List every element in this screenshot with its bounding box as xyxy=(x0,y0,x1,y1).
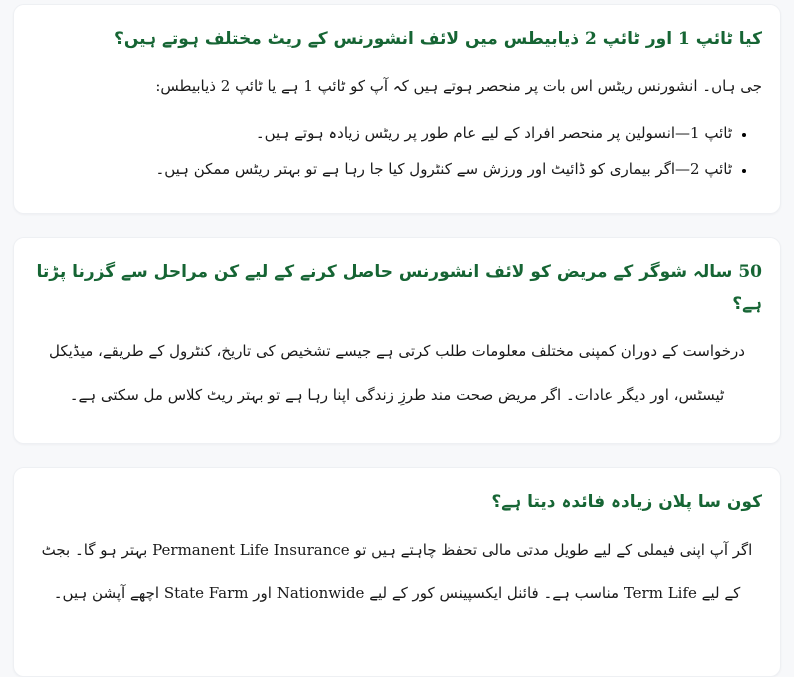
question-heading: 50 سالہ شوگر کے مریض کو لائف انشورنس حاصل کرنے کے لیے کن مراحل سے گزرنا پڑتا ہے؟ xyxy=(36,261,762,315)
bullet-list xyxy=(32,115,762,187)
question-heading: کون سا پلان زیادہ فائدہ دیتا ہے؟ xyxy=(491,492,762,513)
faq-card-application-steps xyxy=(13,237,781,445)
answer-body-text: اگر آپ اپنی فیملی کے لیے طویل مدتی مالی تحفظ چاہتے ہیں تو Permanent Life Insurance بہتر ہو گا۔ بجٹ کے لیے Term Life مناسب ہے۔ فائنل ایکسپینس کور کے لیے Nationwide اور State Farm اچھے آپشن ہیں۔ xyxy=(41,540,753,603)
answer-body-text: درخواست کے دوران کمپنی مختلف معلومات طلب کرتی ہے جیسے تشخیص کی تاریخ، کنٹرول کے طریقے، میڈیکل ٹیسٹس، اور دیگر عادات۔ اگر مریض صحت مند طرزِ زندگی اپنا رہا ہے تو بہتر ریٹ کلاس مل سکتی ہے۔ xyxy=(49,342,745,404)
faq-card-best-plan xyxy=(13,467,781,677)
bullet-item-type2: • ٹائپ 2—اگر بیماری کو ڈائیٹ اور ورزش سے کنٹرول کیا جا رہا ہے تو بہتر ریٹس ممکن ہیں۔ xyxy=(32,151,732,187)
bullet-item-type1: • ٹائپ 1—انسولین پر منحصر افراد کے لیے عام طور پر ریٹس زیادہ ہوتے ہیں۔ xyxy=(32,115,732,151)
question-heading: کیا ٹائپ 1 اور ٹائپ 2 ذیابیطس میں لائف انشورنس کے ریٹ مختلف ہوتے ہیں؟ xyxy=(113,29,762,49)
faq-card-diabetes-rates xyxy=(13,4,781,214)
answer-intro-text: جی ہاں۔ انشورنس ریٹس اس بات پر منحصر ہوتے ہیں کہ آپ کو ٹائپ 1 ہے یا ٹائپ 2 ذیابیطس: xyxy=(155,77,762,96)
faq-card-list xyxy=(13,4,781,677)
